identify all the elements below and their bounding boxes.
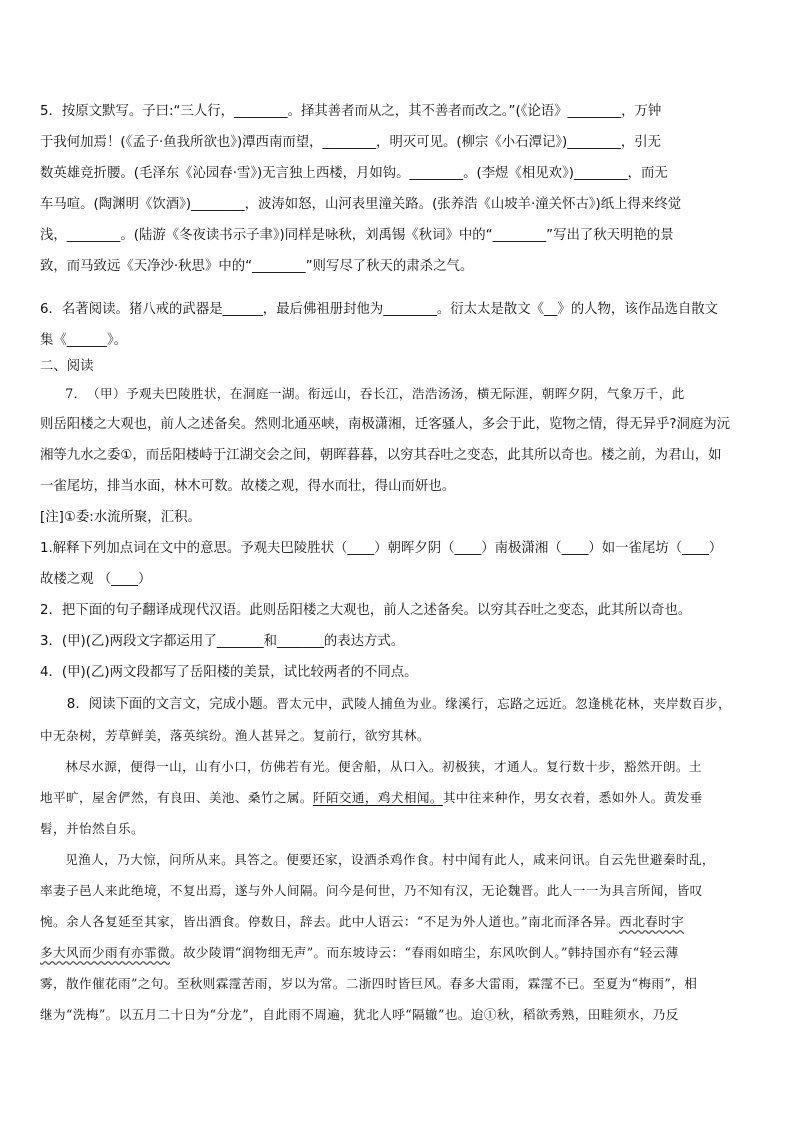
underlined-sentence: 阡陌交通，鸡犬相闻。 [312, 790, 443, 805]
section-heading: 二、阅读 [40, 359, 94, 374]
q7-subquestion-3: 3．(甲)(乙)两段文字都运用了_______和_______的表达方式。 [40, 634, 405, 649]
q8-text: 惋。余人各复延至其家，皆出酒食。停数日，辞去。此中人语云：“不足为外人道也。”南北而泽各异。 [40, 914, 620, 929]
q7-note: [注]①委:水流所聚，汇积。 [40, 510, 201, 525]
q5-line: 5．按原文默写。子曰:“三人行，________。择其善者而从之，其不善者而改之。”(《论语》________，万钟 [40, 104, 662, 119]
q8-passage-line: 雾，散作催花雨”之句。至秋则霖霪苦雨，岁以为常。二浙四时皆巨风。春多大雷雨，霖霪不已。至夏为“梅雨”，相 [40, 976, 698, 991]
q8-text: 地平旷，屋舍俨然，有良田、美池、桑竹之属。 [40, 790, 313, 805]
q8-passage-line [40, 906, 756, 937]
q6-line: 6．名著阅读。猪八戒的武器是______，最后佛祖册封他为________。衍太太是散文《__》的人物，该作品选自散文 [40, 302, 719, 317]
q8-passage-line: 继为“洗梅”。以五月二十日为“分龙”，自此雨不周遍，犹北人呼“隔辙”也。迨①秋，稻欲秀熟，田畦须水，乃反 [40, 1007, 679, 1022]
q7-subquestion-1-cont: 故楼之观 （____） [40, 572, 152, 587]
q7-subquestion-4: 4．(甲)(乙)两文段都写了岳阳楼的美景，试比较两者的不同点。 [40, 665, 418, 680]
q8-passage-line [40, 937, 756, 968]
q8-intro-line [40, 688, 756, 720]
q8-text: 其中往来种作，男女衣着，悉如外人。黄发垂 [442, 790, 703, 805]
q6-line: 集《______》。 [40, 333, 128, 348]
wavy-underlined-text: 西北春时宇 [619, 914, 685, 929]
q7-passage-line: 湘等九水之委①，而岳阳楼峙于江湖交会之间，朝晖暮暮，以穷其吞吐之变态，此其所以奇也。楼之前，为君山，如 [40, 448, 722, 463]
wavy-underlined-text: 多大风而少雨有亦霏微 [40, 945, 170, 960]
document-page [40, 96, 756, 1030]
q7-passage-line: 一雀尾坊，排当水面，林木可数。故楼之观，得水而壮，得山而妍也。 [40, 479, 456, 494]
q8-text: 。故少陵谓“润物细无声”。而东坡诗云：“春雨如暗尘，东风吹倒人。”韩持国亦有“轻云薄 [169, 945, 679, 960]
q5-line: 浅，________。(陆游《冬夜读书示子聿》)同样是咏秋，刘禹锡《秋词》中的“________”写出了秋天明艳的景 [40, 228, 674, 243]
q7-passage-line: 则岳阳楼之大观也，前人之述备矣。然则北通巫峡，南极潇湘，迁客骚人，多会于此，览物之情，得无异乎?洞庭为沅 [40, 417, 731, 432]
q7-subquestion-2: 2．把下面的句子翻译成现代汉语。此则岳阳楼之大观也，前人之述备矣。以穷其吞吐之变态，此其所以奇也。 [40, 603, 692, 618]
q7-subquestion-1: 1.解释下列加点词在文中的意思。予观夫巴陵胜状（____）朝晖夕阴（____）南极潇湘（____）如一雀尾坊（____） [40, 541, 723, 556]
q8-passage-line: 中无杂树，芳草鲜美，落英缤纷。渔人甚异之。复前行，欲穷其林。 [40, 728, 430, 743]
q5-line: 致，而马致远《天净沙·秋思》中的“________”则写尽了秋天的肃杀之气。 [40, 259, 474, 274]
question-5 [40, 96, 756, 282]
q8-intro: 8．阅读下面的文言文，完成小题。 [66, 697, 277, 712]
q5-line: 车马喧。(陶渊明《饮酒》)________，波涛如怒，山河表里潼关路。(张养浩《山坡羊·潼关怀古》)纸上得来终觉 [40, 197, 682, 212]
q5-line: 于我何加焉！(《孟子·鱼我所欲也》)潭西南而望，________，明灭可见。(柳宗《小石潭记》)________，引无 [40, 135, 662, 150]
q8-passage-line [40, 782, 756, 813]
question-6 [40, 294, 756, 356]
q8-passage-line: 见渔人，乃大惊，问所从来。具答之。便要还家，设酒杀鸡作食。村中闻有此人，咸来问讯。自云先世避秦时乱， [65, 852, 715, 867]
question-8 [40, 688, 756, 1030]
question-7 [40, 378, 756, 688]
q7-passage-line: 7． （甲）予观夫巴陵胜状，在洞庭一湖。衔远山，吞长江，浩浩汤汤，横无际涯，朝晖夕阴，气象万千，此 [65, 386, 685, 401]
q8-passage-text: 晋太元中，武陵人捕鱼为业。缘溪行，忘路之远近。忽逢桃花林，夹岸数百步， [276, 696, 731, 711]
q8-passage-line: 林尽水源，便得一山，山有小口，仿佛若有光。便舍船，从口入。初极狭，才通人。复行数十步，豁然开朗。土 [65, 759, 702, 774]
q5-line: 数英雄竞折腰。(毛泽东《沁园春·雪》)无言独上西楼，月如钩。________。(李煜《相见欢》)________，而无 [40, 166, 668, 181]
q8-passage-line: 率妻子邑人来此绝境，不复出焉，遂与外人间隔。问今是何世，乃不知有汉，无论魏晋。此人一一为具言所闻，皆叹 [40, 883, 703, 898]
q8-passage-line: 髫，并怡然自乐。 [40, 821, 144, 836]
